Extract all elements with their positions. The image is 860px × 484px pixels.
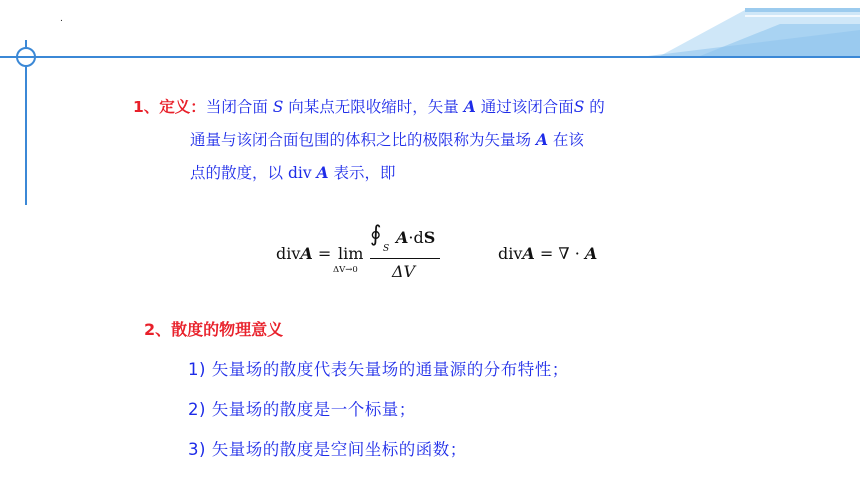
formula-nabla: divA = ∇ · A	[498, 244, 598, 263]
formula-lim-subscript: ΔV→0	[333, 265, 358, 275]
definition-line-1: 1、定义：当闭合面 S 向某点无限收缩时，矢量 A 通过该闭合面S 的	[133, 97, 605, 116]
formula-integral-subscript: S	[383, 244, 390, 254]
definition-line-3: 点的散度，以 div A 表示，即	[190, 163, 396, 182]
corner-mark: .	[60, 14, 63, 24]
section1-number: 1、	[133, 98, 160, 116]
formula-denominator: ΔV	[392, 262, 416, 281]
formula-fraction-bar	[370, 258, 440, 259]
definition-line-2: 通量与该闭合面包围的体积之比的极限称为矢量场 A 在该	[190, 130, 584, 149]
list-item: 2) 矢量场的散度是一个标量；	[188, 400, 416, 419]
formula-lim: lim	[338, 244, 364, 263]
section1-heading: 定义：	[159, 98, 206, 116]
list-item: 1) 矢量场的散度代表矢量场的通量源的分布特性；	[188, 360, 569, 379]
formula-numerator: A·dS	[396, 228, 436, 247]
formula-lhs: divA =	[276, 244, 332, 263]
formula-integral: ∮	[370, 222, 382, 247]
section2-heading: 2、散度的物理意义	[144, 320, 284, 339]
list-item: 3) 矢量场的散度是空间坐标的函数；	[188, 440, 467, 459]
header-bar-top	[745, 8, 860, 12]
